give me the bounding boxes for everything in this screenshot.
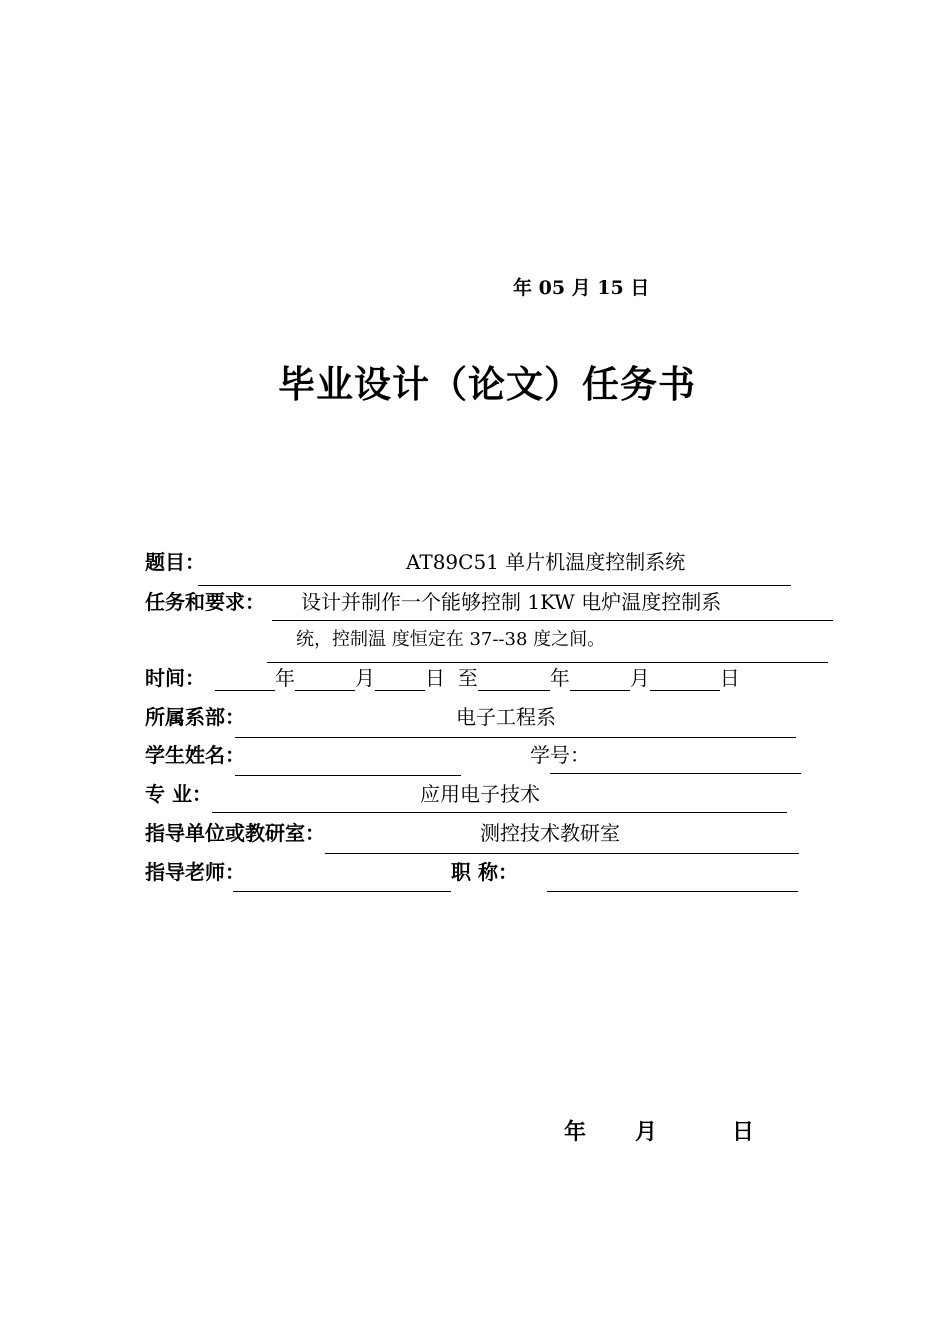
dept-underline bbox=[235, 737, 796, 738]
footer-month: 月 bbox=[635, 1119, 658, 1145]
student-name-label: 学生姓名： bbox=[145, 743, 245, 767]
header-date: 年 05 月 15 日 bbox=[513, 277, 650, 299]
unit-label: 指导单位或教研室： bbox=[145, 821, 325, 845]
student-name-underline bbox=[235, 775, 461, 776]
student-id-underline bbox=[550, 773, 801, 774]
time-day2: 日 bbox=[719, 666, 740, 690]
time-to: 至 bbox=[457, 666, 478, 690]
major-label: 专 业： bbox=[145, 782, 212, 806]
time-month2-blank bbox=[570, 670, 630, 691]
advisor-label: 指导老师： bbox=[145, 860, 245, 884]
time-month2: 月 bbox=[629, 666, 650, 690]
topic-value: AT89C51 单片机温度控制系统 bbox=[406, 550, 686, 574]
footer-year: 年 bbox=[564, 1119, 587, 1145]
advisor-title-label: 职 称： bbox=[451, 860, 518, 884]
task-underline-1 bbox=[272, 620, 833, 621]
page-title: 毕业设计（论文）任务书 bbox=[278, 362, 696, 406]
advisor-underline bbox=[233, 891, 451, 892]
major-underline bbox=[212, 812, 787, 813]
unit-underline bbox=[325, 853, 799, 854]
time-year2-blank bbox=[478, 670, 550, 691]
time-year1-blank bbox=[215, 670, 275, 691]
dept-label: 所属系部： bbox=[145, 705, 245, 729]
time-month1: 月 bbox=[355, 666, 375, 690]
topic-label: 题目： bbox=[145, 550, 205, 574]
dept-value: 电子工程系 bbox=[456, 705, 556, 729]
advisor-title-underline bbox=[547, 891, 798, 892]
time-day1: 日 bbox=[425, 666, 445, 690]
task-line-1: 设计并制作一个能够控制 1KW 电炉温度控制系 bbox=[301, 590, 722, 614]
time-day2-blank bbox=[650, 670, 720, 691]
time-day1-blank bbox=[375, 670, 425, 691]
time-year2: 年 bbox=[549, 666, 570, 690]
task-line-2: 统，控制温 度恒定在 37--38 度之间。 bbox=[296, 629, 606, 650]
footer-day: 日 bbox=[732, 1119, 755, 1145]
time-year1: 年 bbox=[275, 666, 295, 690]
time-month1-blank bbox=[295, 670, 355, 691]
time-label: 时间： bbox=[145, 666, 205, 690]
student-id-label: 学号： bbox=[530, 743, 590, 767]
unit-value: 测控技术教研室 bbox=[480, 821, 620, 845]
time-range bbox=[215, 662, 740, 691]
major-value: 应用电子技术 bbox=[420, 782, 540, 806]
task-label: 任务和要求： bbox=[145, 590, 265, 614]
